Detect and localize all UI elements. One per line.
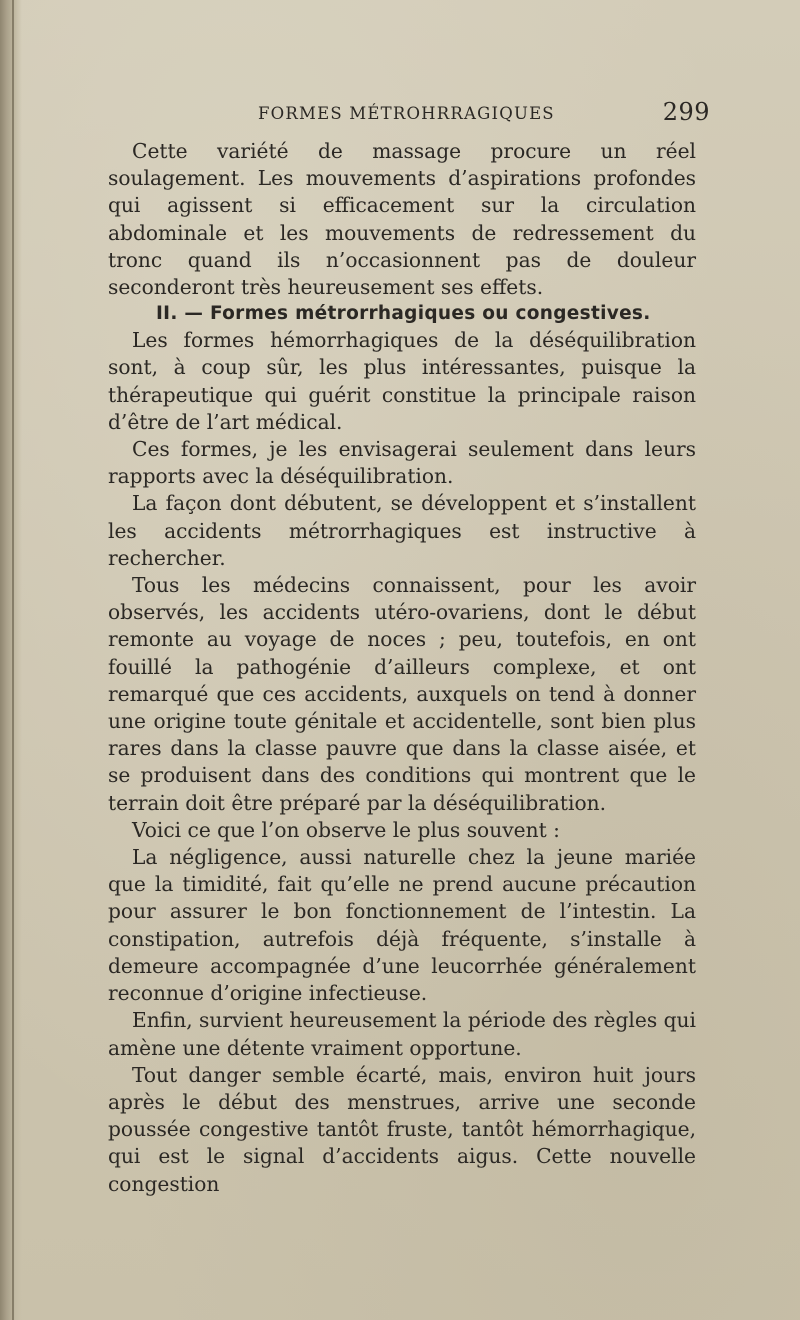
page-number: 299 (662, 98, 710, 126)
paragraph: Voici ce que l’on observe le plus souvent : (132, 817, 560, 842)
paragraph: Tout danger semble écarté, mais, environ huit jours après le début des menstrues, arrive une seconde poussée congestive tantôt fruste, tantôt hémorrhagique, qui est le signal d’accidents aigus. Cette nouvelle congestion (108, 1062, 696, 1196)
paragraph: Enfin, survient heureusement la période des règles qui amène une détente vraiment opportune. (108, 1008, 696, 1060)
paragraph: La négligence, aussi naturelle chez la jeune mariée que la timidité, fait qu’elle ne prend aucune précaution pour assurer le bon fonctionnement de l’intestin. La constipation, autrefois déjà fréquente, s’installe à demeure accompagnée d’une leucorrhée généralement reconnue d’origine infectieuse. (108, 845, 696, 1006)
paragraph: Les formes hémorrhagiques de la déséquilibration sont, à coup sûr, les plus intéressantes, puisque la thérapeutique qui guérit constitue la principale raison d’être de l’art médical. (108, 328, 696, 434)
paragraph: La façon dont débutent, se développent et s’installent les accidents métrorrhagiques est instructive à rechercher. (108, 491, 696, 570)
running-head: FORMES MÉTROHRRAGIQUES (258, 104, 555, 123)
paragraph: Tous les médecins connaissent, pour les avoir observés, les accidents utéro-ovariens, dont le début remonte au voyage de noces ; peu, toutefois, en ont fouillé la pathogénie d’ailleurs complexe, et ont remarqué que ces accidents, auxquels on tend à donner une origine toute génitale et accidentelle, sont bien plus rares dans la classe pauvre que dans la classe aisée, et se produisent dans des conditions qui montrent que le terrain doit être préparé par la déséquilibration. (108, 573, 696, 815)
page-body (108, 138, 696, 1198)
page-spine-shadow (0, 0, 22, 1320)
section-title: II. — Formes métrorrhagiques ou congestives. (156, 303, 651, 325)
page-spine-line (12, 0, 14, 1320)
paragraph: Cette variété de massage procure un réel soulagement. Les mouvements d’aspirations profondes qui agissent si efficacement sur la circulation abdominale et les mouvements de redressement du tronc quand ils n’occasionnent pas de douleur seconderont très heureusement ses effets. (108, 139, 696, 300)
page-header (108, 98, 710, 128)
paragraph: Ces formes, je les envisagerai seulement dans leurs rapports avec la déséquilibration. (108, 437, 696, 489)
